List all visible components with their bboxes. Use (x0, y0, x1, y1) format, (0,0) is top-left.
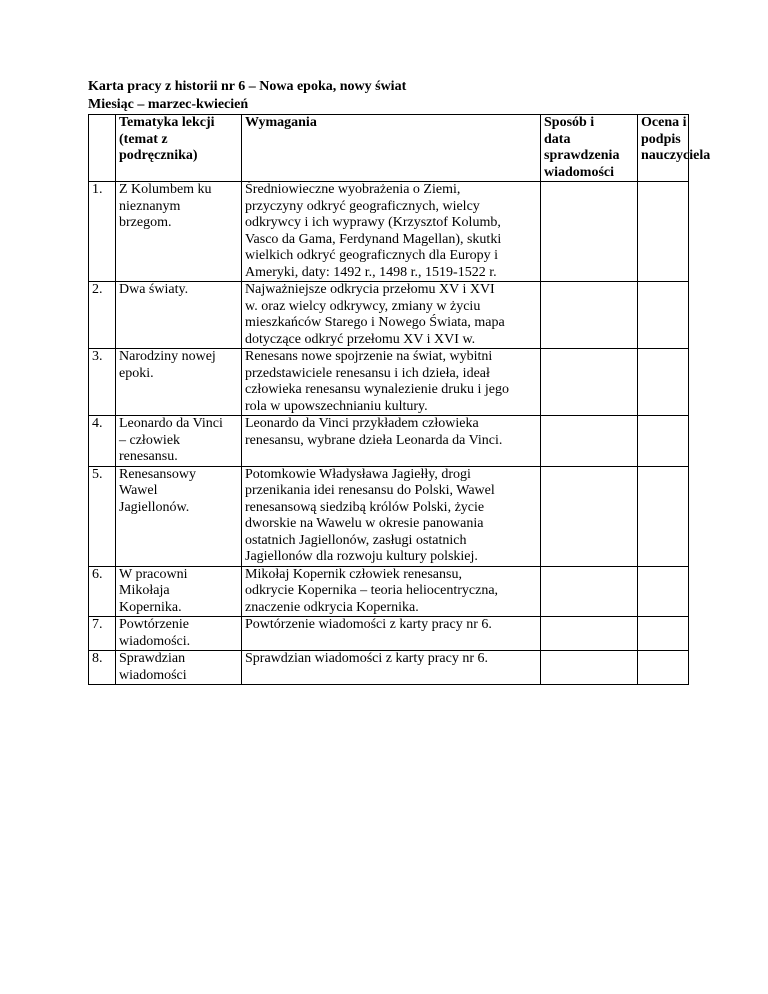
table-row (89, 182, 689, 282)
row-grade-cell[interactable] (638, 349, 689, 416)
worksheet-title: Karta pracy z historii nr 6 – Nowa epoka, nowy świat (88, 79, 407, 94)
row-grade-cell[interactable] (638, 617, 689, 651)
row-requirements: Renesans nowe spojrzenie na świat, wybitni przedstawiciele renesansu i ich dzieła, ideał człowieka renesansu wynalezienie druku i jego rola w upowszechnianiu kultury. (242, 349, 541, 416)
requirements-table (88, 114, 711, 685)
header-number-cell (89, 115, 116, 182)
row-topic: Renesansowy Wawel Jagiellonów. (116, 466, 242, 566)
header-topic: Tematyka lekcji (temat z podręcznika) (116, 115, 242, 182)
header-requirements: Wymagania (242, 115, 541, 182)
row-topic: Leonardo da Vinci – człowiek renesansu. (116, 416, 242, 467)
table-row (89, 617, 689, 651)
row-number: 5. (89, 466, 116, 566)
row-topic: W pracowni Mikołaja Kopernika. (116, 566, 242, 617)
worksheet-page (88, 78, 711, 685)
row-method-cell[interactable] (541, 566, 638, 617)
worksheet-subtitle: Miesiąc – marzec-kwiecień (88, 97, 249, 112)
row-method-cell[interactable] (541, 182, 638, 282)
row-requirements: Najważniejsze odkrycia przełomu XV i XVI w. oraz wielcy odkrywcy, zmiany w życiu mieszkańców Starego i Nowego Świata, mapa dotyczące odkryć przełomu XV i XVI w. (242, 282, 541, 349)
row-method-cell[interactable] (541, 617, 638, 651)
row-method-cell[interactable] (541, 416, 638, 467)
row-method-cell[interactable] (541, 651, 638, 685)
row-requirements: Powtórzenie wiadomości z karty pracy nr 6. (242, 617, 541, 651)
table-row (89, 349, 689, 416)
row-grade-cell[interactable] (638, 282, 689, 349)
row-method-cell[interactable] (541, 282, 638, 349)
row-grade-cell[interactable] (638, 651, 689, 685)
table-row (89, 416, 689, 467)
header-grade: Ocena i podpis nauczyciela (638, 115, 689, 182)
row-number: 1. (89, 182, 116, 282)
table-row (89, 651, 689, 685)
row-requirements: Potomkowie Władysława Jagiełły, drogi przenikania idei renesansu do Polski, Wawel renesansową siedzibą królów Polski, życie dworskie na Wawelu w okresie panowania ostatnich Jagiellonów, zasługi ostatnich Jagiellonów dla rozwoju kultury polskiej. (242, 466, 541, 566)
row-topic: Sprawdzian wiadomości (116, 651, 242, 685)
row-number: 8. (89, 651, 116, 685)
table-header-row (89, 115, 689, 182)
row-grade-cell[interactable] (638, 566, 689, 617)
row-number: 2. (89, 282, 116, 349)
row-topic: Z Kolumbem ku nieznanym brzegom. (116, 182, 242, 282)
row-requirements: Leonardo da Vinci przykładem człowieka renesansu, wybrane dzieła Leonarda da Vinci. (242, 416, 541, 467)
row-grade-cell[interactable] (638, 416, 689, 467)
row-grade-cell[interactable] (638, 182, 689, 282)
row-method-cell[interactable] (541, 349, 638, 416)
row-requirements: Mikołaj Kopernik człowiek renesansu, odkrycie Kopernika – teoria heliocentryczna, znaczenie odkrycia Kopernika. (242, 566, 541, 617)
row-requirements: Sprawdzian wiadomości z karty pracy nr 6. (242, 651, 541, 685)
row-requirements: Średniowieczne wyobrażenia o Ziemi, przyczyny odkryć geograficznych, wielcy odkrywcy i ich wyprawy (Krzysztof Kolumb, Vasco da Gama, Ferdynand Magellan), skutki wielkich odkryć geograficznych dla Europy i Ameryki, daty: 1492 r., 1498 r., 1519-1522 r. (242, 182, 541, 282)
row-method-cell[interactable] (541, 466, 638, 566)
header-method: Sposób i data sprawdzenia wiadomości (541, 115, 638, 182)
row-topic: Dwa światy. (116, 282, 242, 349)
table-row (89, 282, 689, 349)
row-number: 3. (89, 349, 116, 416)
row-topic: Narodziny nowej epoki. (116, 349, 242, 416)
row-topic: Powtórzenie wiadomości. (116, 617, 242, 651)
table-row (89, 466, 689, 566)
row-number: 6. (89, 566, 116, 617)
table-row (89, 566, 689, 617)
row-number: 4. (89, 416, 116, 467)
row-number: 7. (89, 617, 116, 651)
row-grade-cell[interactable] (638, 466, 689, 566)
